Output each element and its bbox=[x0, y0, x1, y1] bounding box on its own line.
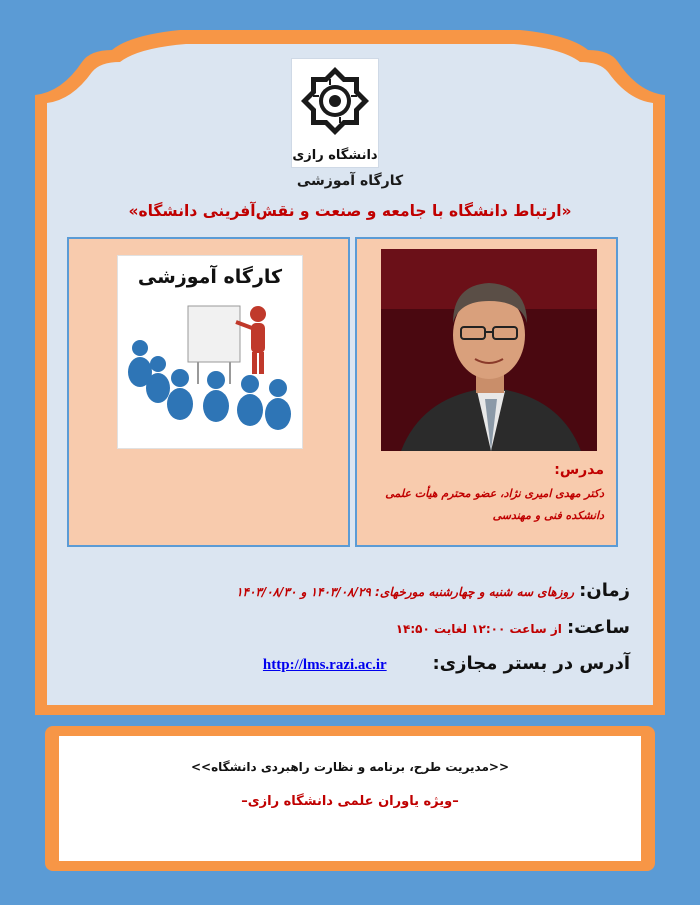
university-logo bbox=[291, 58, 379, 168]
classroom-illustration-icon bbox=[118, 256, 302, 448]
footer-audience: –ویژه یاوران علمی دانشگاه رازی– bbox=[241, 794, 459, 809]
instructor-photo bbox=[381, 249, 597, 451]
subtitle: کارگاه آموزشی bbox=[296, 173, 404, 189]
instructor-line-2: دانشکده فنی و مهندسی bbox=[492, 509, 604, 522]
time-label: زمان: bbox=[579, 580, 630, 601]
hour-row bbox=[396, 617, 630, 638]
hour-value: از ساعت ۱۲:۰۰ لغایت ۱۴:۵۰ bbox=[395, 622, 562, 636]
instructor-panel bbox=[355, 237, 618, 547]
workshop-title: «ارتباط دانشگاه با جامعه و صنعت و نقش‌آفرینی دانشگاه» bbox=[128, 202, 572, 220]
footer-organizer: <<مدیریت طرح، برنامه و نظارت راهبردی دانشگاه>> bbox=[190, 760, 510, 774]
lms-link[interactable]: http://lms.razi.ac.ir bbox=[262, 657, 387, 673]
instructor-label: مدرس: bbox=[554, 462, 604, 478]
svg-text:دانشگاه رازی: دانشگاه رازی bbox=[292, 148, 378, 163]
footer-box bbox=[65, 740, 635, 856]
time-row bbox=[236, 580, 630, 601]
instructor-line-1: دکتر مهدی امیری نژاد، عضو محترم هیأت علمی bbox=[385, 487, 604, 500]
workshop-illustration bbox=[117, 255, 303, 449]
hour-label: ساعت: bbox=[566, 617, 630, 638]
instructor-portrait-icon bbox=[381, 249, 597, 451]
logo-emblem-icon bbox=[292, 59, 378, 167]
address-row bbox=[263, 653, 630, 674]
instructor-details bbox=[363, 483, 604, 527]
workshop-image-label: کارگاه آموزشی bbox=[137, 266, 283, 288]
time-value: روزهای سه شنبه و چهارشنبه مورخهای: ۱۴۰۳/۰۸/۲۹ و ۱۴۰۳/۰۸/۳۰ bbox=[236, 585, 575, 599]
workshop-image-panel bbox=[67, 237, 350, 547]
address-label: آدرس در بستر مجازی: bbox=[432, 653, 630, 674]
